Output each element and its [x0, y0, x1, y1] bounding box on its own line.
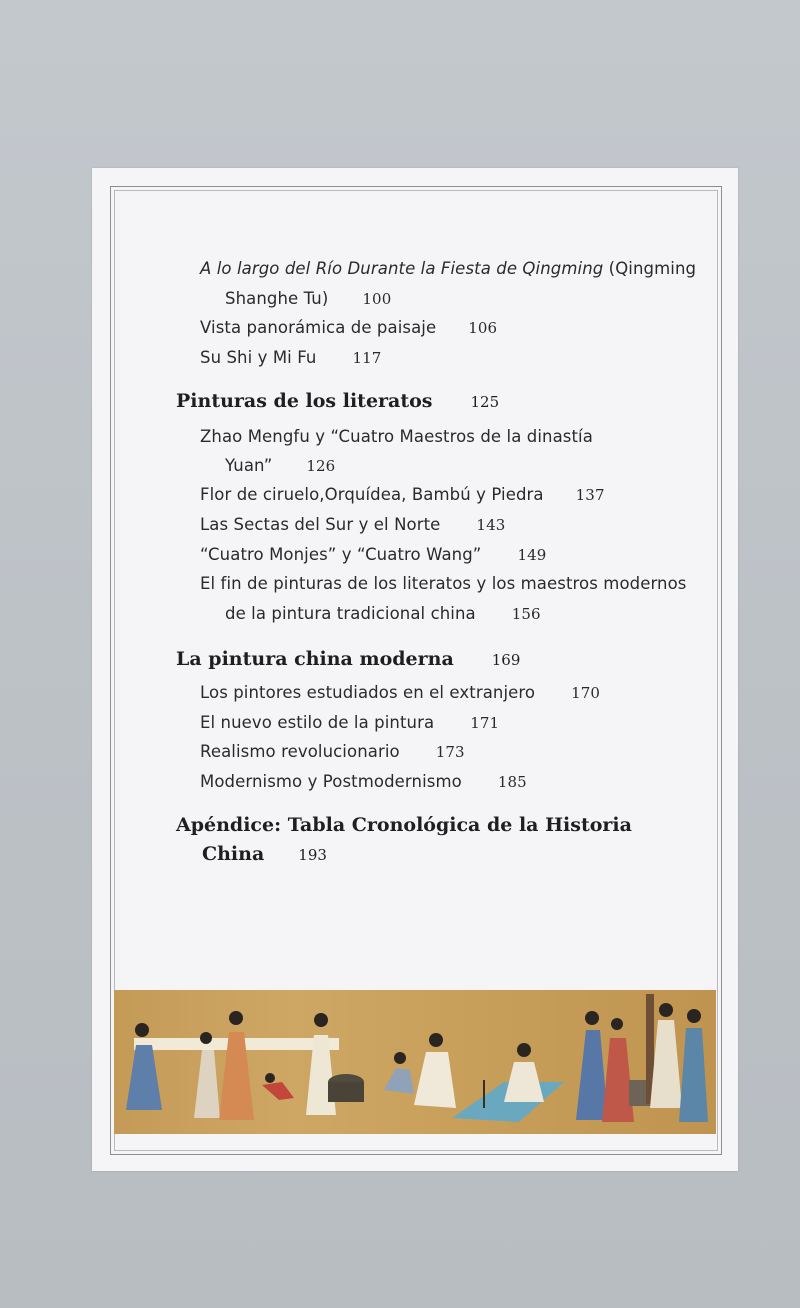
- book-page: [92, 168, 738, 1171]
- toc-entry-title: “Cuatro Monjes” y “Cuatro Wang”: [200, 545, 482, 564]
- toc-page-number: 137: [575, 486, 605, 504]
- toc-entry-title: Shanghe Tu): [225, 289, 329, 308]
- toc-entry: [200, 485, 605, 504]
- toc-entry: [200, 742, 465, 761]
- toc-page-number: 156: [511, 605, 541, 623]
- toc-entry: [200, 683, 600, 702]
- toc-page-number: 149: [517, 546, 547, 564]
- toc-chapter-continuation: [202, 843, 327, 865]
- toc-entry-title: Yuan”: [225, 456, 273, 475]
- toc-chapter-title: Apéndice: Tabla Cronológica de la Historia: [176, 814, 632, 836]
- toc-chapter: [176, 814, 632, 836]
- toc-chapter: [176, 648, 520, 670]
- toc-entry: [200, 427, 593, 446]
- toc-entry: [200, 318, 497, 337]
- toc-entry-title: Modernismo y Postmodernismo: [200, 772, 462, 791]
- toc-entry-title: (Qingming: [603, 259, 697, 278]
- toc-entry-title: Las Sectas del Sur y el Norte: [200, 515, 441, 534]
- toc-entry: [200, 574, 687, 593]
- toc-entry-title: Zhao Mengfu y “Cuatro Maestros de la dinastía: [200, 427, 593, 446]
- toc-page-number: 126: [306, 457, 336, 475]
- toc-entry-title: El fin de pinturas de los literatos y los maestros modernos: [200, 574, 687, 593]
- court-ladies-painting-image: [114, 990, 716, 1134]
- toc-page-number: 100: [362, 290, 392, 308]
- toc-page-number: 193: [298, 846, 327, 864]
- toc-entry-continuation: [225, 289, 391, 308]
- painting-illustration: [114, 990, 716, 1134]
- toc-page-number: 170: [571, 684, 601, 702]
- toc-entry-title: Los pintores estudiados en el extranjero: [200, 683, 536, 702]
- toc-entry: [200, 515, 505, 534]
- toc-page-number: 169: [491, 651, 521, 669]
- toc-entry-title: A lo largo del Río Durante la Fiesta de Qingming: [200, 259, 604, 278]
- toc-entry: [200, 259, 696, 278]
- toc-page-number: 143: [476, 516, 506, 534]
- toc-page-number: 117: [352, 349, 382, 367]
- toc-entry-title: El nuevo estilo de la pintura: [200, 713, 435, 732]
- toc-entry-title: Su Shi y Mi Fu: [200, 348, 317, 367]
- toc-page-number: 106: [468, 319, 498, 337]
- toc-chapter-title: La pintura china moderna: [176, 648, 454, 670]
- toc-entry: [200, 348, 381, 367]
- toc-entry: [200, 772, 527, 791]
- toc-chapter-title: China: [202, 843, 265, 865]
- toc-entry-continuation: [225, 456, 335, 475]
- toc-entry-title: Flor de ciruelo,Orquídea, Bambú y Piedra: [200, 485, 544, 504]
- toc-page-number: 185: [497, 773, 527, 791]
- toc-entry: [200, 545, 546, 564]
- toc-chapter: [176, 390, 499, 412]
- toc-entry-title: de la pintura tradicional china: [225, 604, 476, 623]
- toc-page-number: 171: [470, 714, 500, 732]
- toc-entry-title: Vista panorámica de paisaje: [200, 318, 437, 337]
- toc-page-number: 125: [470, 393, 500, 411]
- toc-entry-title: Realismo revolucionario: [200, 742, 400, 761]
- toc-entry: [200, 713, 499, 732]
- toc-entry-continuation: [225, 604, 541, 623]
- toc-chapter-title: Pinturas de los literatos: [176, 390, 433, 412]
- toc-page-number: 173: [435, 743, 465, 761]
